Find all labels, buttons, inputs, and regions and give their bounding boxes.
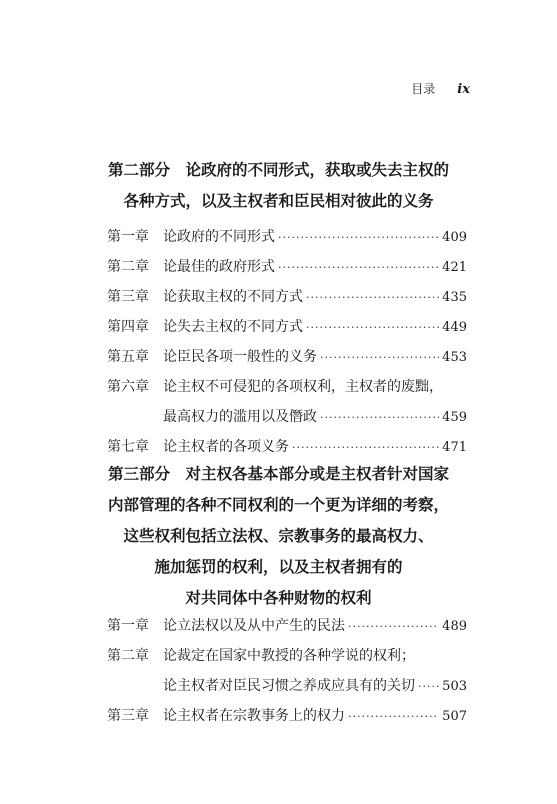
part-three-heading-line: 内部管理的各种不同权利的一个更为详细的考察， xyxy=(107,496,449,514)
chapter-page: 435 xyxy=(442,290,467,305)
leader-dots xyxy=(292,441,439,454)
toc-entry-continuation[interactable] xyxy=(107,675,467,705)
toc-entry[interactable] xyxy=(107,645,467,675)
chapter-page: 489 xyxy=(442,619,467,634)
leader-dots xyxy=(320,351,439,364)
chapter-title: 论主权者在宗教事务上的权力 xyxy=(163,708,345,724)
chapter-number: 第一章 xyxy=(107,229,149,245)
leader-dots xyxy=(348,710,439,723)
chapter-number: 第六章 xyxy=(107,379,149,395)
toc-entry[interactable] xyxy=(107,316,467,346)
part-two-heading-line: 各种方式，以及主权者和臣民相对彼此的义务 xyxy=(123,192,434,210)
part-three-heading-line: 这些权利包括立法权、宗教事务的最高权力、 xyxy=(123,527,434,545)
chapter-page: 453 xyxy=(442,350,467,365)
chapter-number: 第四章 xyxy=(107,319,149,335)
toc-entry[interactable] xyxy=(107,615,467,645)
part-two-heading-line: 第二部分 论政府的不同形式，获取或失去主权的 xyxy=(107,161,449,179)
leader-dots xyxy=(306,291,439,304)
part-three-toc xyxy=(107,615,467,735)
toc-entry-continuation[interactable] xyxy=(107,406,467,436)
chapter-page: 503 xyxy=(442,679,467,694)
leader-dots xyxy=(348,620,439,633)
chapter-title: 最高权力的滥用以及僭政 xyxy=(163,409,317,425)
leader-dots xyxy=(320,411,439,424)
part-three-heading-line: 对共同体中各种财物的权利 xyxy=(185,589,372,607)
chapter-title: 论臣民各项一般性的义务 xyxy=(163,349,317,365)
chapter-page: 507 xyxy=(442,709,467,724)
chapter-number: 第二章 xyxy=(107,648,149,664)
chapter-number: 第三章 xyxy=(107,289,149,305)
chapter-page: 449 xyxy=(442,320,467,335)
part-three-heading xyxy=(0,459,557,614)
chapter-title: 论裁定在国家中教授的各种学说的权利； xyxy=(163,648,415,664)
chapter-title: 论主权者对臣民习惯之养成应具有的关切 xyxy=(163,678,415,694)
toc-entry[interactable] xyxy=(107,256,467,286)
chapter-number: 第七章 xyxy=(107,439,149,455)
chapter-number: 第二章 xyxy=(107,259,149,275)
toc-entry[interactable] xyxy=(107,346,467,376)
toc-entry[interactable] xyxy=(107,376,467,406)
chapter-title: 论获取主权的不同方式 xyxy=(163,289,303,305)
chapter-number: 第三章 xyxy=(107,708,149,724)
toc-entry[interactable] xyxy=(107,705,467,735)
header-page-number: ix xyxy=(457,82,470,97)
part-two-toc xyxy=(107,226,467,466)
leader-dots xyxy=(306,321,439,334)
chapter-title: 论立法权以及从中产生的民法 xyxy=(163,618,345,634)
toc-entry[interactable] xyxy=(107,286,467,316)
leader-dots xyxy=(278,231,439,244)
chapter-title: 论主权不可侵犯的各项权利，主权者的废黜， xyxy=(163,379,443,395)
chapter-page: 421 xyxy=(442,260,467,275)
leader-dots xyxy=(418,680,439,693)
running-header xyxy=(411,80,470,97)
chapter-title: 论主权者的各项义务 xyxy=(163,439,289,455)
chapter-title: 论失去主权的不同方式 xyxy=(163,319,303,335)
part-two-heading xyxy=(0,155,557,217)
chapter-page: 409 xyxy=(442,230,467,245)
chapter-page: 471 xyxy=(442,440,467,455)
chapter-title: 论政府的不同形式 xyxy=(163,229,275,245)
chapter-number: 第五章 xyxy=(107,349,149,365)
leader-dots xyxy=(278,261,439,274)
chapter-page: 459 xyxy=(442,410,467,425)
chapter-title: 论最佳的政府形式 xyxy=(163,259,275,275)
chapter-number: 第一章 xyxy=(107,618,149,634)
part-three-heading-line: 第三部分 对主权各基本部分或是主权者针对国家 xyxy=(107,465,449,483)
header-label: 目录 xyxy=(411,82,436,96)
part-three-heading-line: 施加惩罚的权利，以及主权者拥有的 xyxy=(154,558,403,576)
toc-entry[interactable] xyxy=(107,226,467,256)
